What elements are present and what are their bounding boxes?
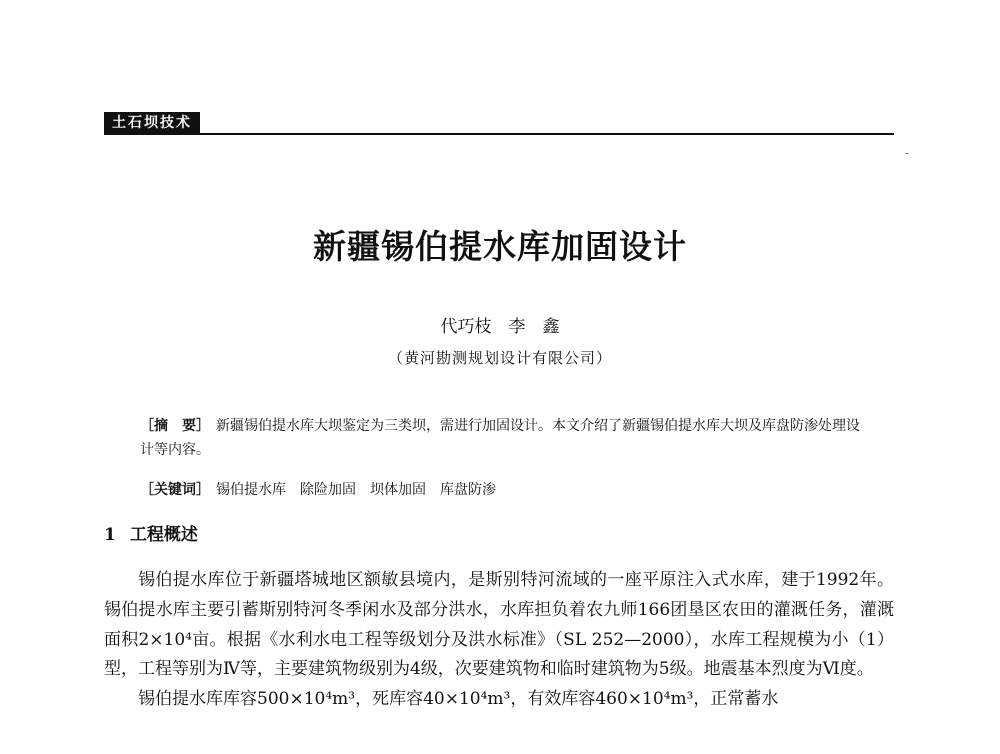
- abstract: [140, 414, 870, 462]
- abstract-label: ［摘 要］: [140, 418, 210, 434]
- article-title: 新疆锡伯提水库加固设计: [313, 227, 687, 266]
- keywords-text: 锡伯提水库 除险加固 坝体加固 库盘防渗: [216, 482, 496, 498]
- header-rule: [104, 133, 894, 135]
- article-affiliation: （黄河勘测规划设计有限公司）: [387, 349, 612, 367]
- section-body: [104, 566, 894, 715]
- page-mark: [905, 153, 909, 154]
- section-number: 1: [104, 525, 116, 545]
- keywords-label: ［关键词］: [140, 482, 210, 498]
- section-title: 工程概述: [129, 525, 198, 545]
- abstract-text: 新疆锡伯提水库大坝鉴定为三类坝，需进行加固设计。本文介绍了新疆锡伯提水库大坝及库盘防渗处理设计等内容。: [140, 418, 860, 458]
- body-paragraph: 锡伯提水库位于新疆塔城地区额敏县境内，是斯别特河流域的一座平原注入式水库，建于1992年。锡伯提水库主要引蓄斯别特河冬季闲水及部分洪水，水库担负着农九师166团垦区农田的灌溉任务，灌溉面积2×10⁴亩。根据《水利水电工程等级划分及洪水标准》（SL 252—2000），水库工程规模为小（1）型，工程等别为Ⅳ等，主要建筑物级别为4级，次要建筑物和临时建筑物为5级。地震基本烈度为Ⅵ度。: [104, 570, 894, 680]
- article-authors: 代巧枝 李 鑫: [440, 317, 560, 337]
- column-tag: 土石坝技术: [104, 112, 200, 134]
- keywords: [140, 478, 870, 502]
- section-heading: [104, 522, 198, 548]
- body-paragraph: 锡伯提水库库容500×10⁴m³，死库容40×10⁴m³，有效库容460×10⁴m³，正常蓄水: [138, 689, 779, 710]
